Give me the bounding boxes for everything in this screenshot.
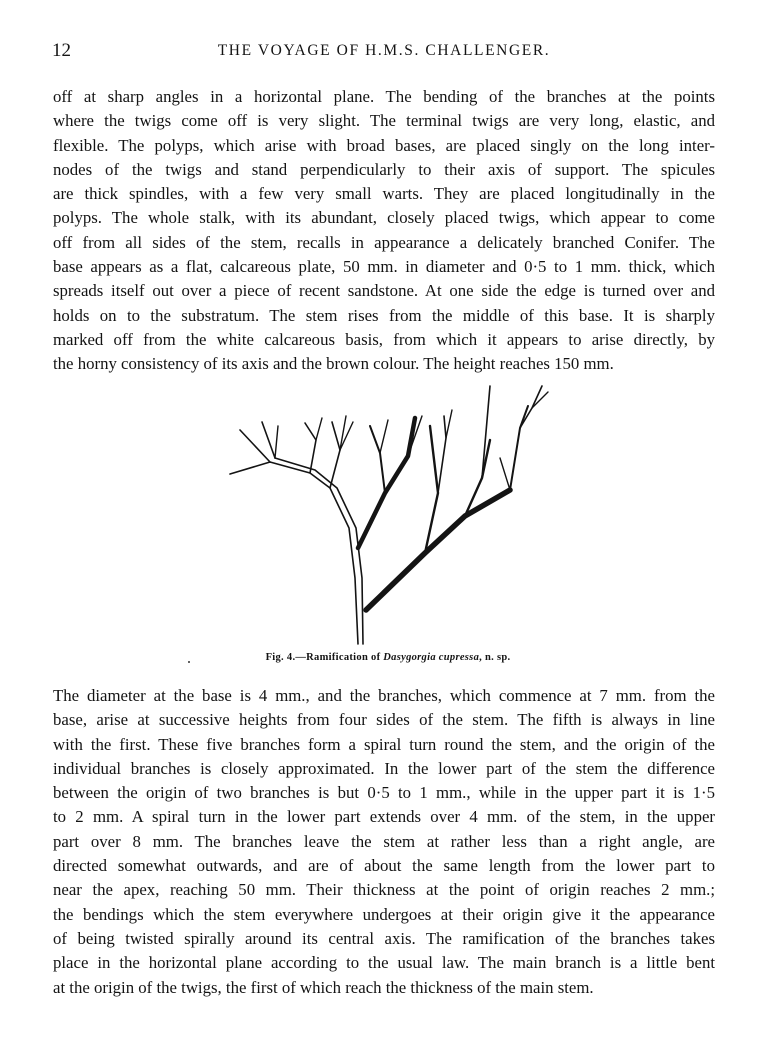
text-line: where the twigs come off is very slight. The terminal twigs are very long, elastic, and <box>53 111 715 131</box>
body-paragraph-top <box>53 85 715 377</box>
text-line: individual branches is closely approximated. In the lower part of the stem the difference <box>53 758 715 778</box>
branch-2-twig-h <box>532 392 548 408</box>
text-line: base, arise at successive heights from four sides of the stem. The fifth is always in line <box>53 710 715 730</box>
text-line: at the origin of the twigs, the first of which reach the thickness of the main stem. <box>53 977 594 997</box>
text-line: flexible. The polyps, which arise with broad bases, are placed singly on the long inter- <box>53 135 715 155</box>
caption-suffix: , n. sp. <box>479 652 511 663</box>
text-line: are thick spindles, with a few very small warts. They are placed longitudinally in the <box>53 184 715 204</box>
branch-1 <box>358 418 415 548</box>
branch-1-twig-b <box>380 420 388 453</box>
text-line: base appears as a flat, calcareous plate, 50 mm. in diameter and 0·5 to 1 mm. thick, which <box>53 257 715 277</box>
body-paragraph-bottom <box>53 684 715 1000</box>
text-line: nodes of the twigs and stand perpendicularly to their axis of support. The spicules <box>53 159 715 179</box>
page-header <box>52 40 716 70</box>
caption-species: Dasygorgia cupressa <box>383 652 480 663</box>
text-line: of being twisted spirally around its central axis. The ramification of the branches takes <box>53 928 715 948</box>
figure-ramification-diagram <box>220 378 560 648</box>
main-stem-right-edge <box>275 458 363 644</box>
branch-2-twig-i <box>500 458 510 490</box>
text-line: between the origin of two branches is but 0·5 to 1 mm., while in the upper part it is 1·5 <box>53 783 715 803</box>
branch-2-twig-b <box>438 416 446 493</box>
text-line: off from all sides of the stem, recalls in appearance a delicately branched Conifer. The <box>53 232 715 252</box>
text-line: near the apex, reaching 50 mm. Their thickness at the point of origin reaches 2 mm.; <box>53 880 715 900</box>
text-line: to 2 mm. A spiral turn in the lower part extends over 4 mm. of the stem, in the upper <box>53 807 715 827</box>
text-line: part over 8 mm. The branches leave the stem at rather less than a right angle, are <box>53 831 715 851</box>
branch-2-twig-c <box>446 410 452 438</box>
twig-left-4 <box>305 423 316 473</box>
text-line: place in the horizontal plane according to the usual law. The main branch is a little bent <box>53 953 715 973</box>
main-stem-left-edge <box>230 462 358 644</box>
caption-prefix: Fig. 4.—Ramification of <box>265 652 384 663</box>
text-line: The diameter at the base is 4 mm., and the branches, which commence at 7 mm. from the <box>53 686 715 705</box>
text-line: holds on to the substratum. The stem rises from the middle of this base. It is sharply <box>53 305 715 325</box>
text-line: spreads itself out over a piece of recent sandstone. At one side the edge is turned over and <box>53 281 715 301</box>
page-number: 12 <box>52 40 71 61</box>
text-line: marked off from the white calcareous basis, from which it appears to arise directly, by <box>53 329 715 349</box>
branch-1-twig-a <box>370 426 385 493</box>
text-line: the horny consistency of its axis and the brown colour. The height reaches 150 mm. <box>53 354 614 374</box>
twig-left-2 <box>262 422 275 458</box>
running-head: THE VOYAGE OF H.M.S. CHALLENGER. <box>217 42 551 59</box>
twig-left-3 <box>275 426 278 458</box>
text-line: with the first. These five branches form a spiral turn round the stem, and the origin of the <box>53 734 715 754</box>
text-line: polyps. The whole stalk, with its abundant, closely placed twigs, which appear to come <box>53 208 715 228</box>
branch-2-twig-a <box>425 426 438 553</box>
text-line: the bendings which the stem everywhere undergoes at their origin give it the appearance <box>53 904 715 924</box>
twig-left-5 <box>316 418 322 440</box>
figure-caption <box>0 652 776 663</box>
print-speck <box>188 661 190 663</box>
branch-2-twig-g <box>520 386 542 428</box>
twig-left-1 <box>240 430 270 462</box>
twig-left-6 <box>330 422 340 488</box>
branch-2 <box>366 490 510 610</box>
text-line: directed somewhat outwards, and are of about the same length from the lower part to <box>53 856 715 876</box>
text-line: off at sharp angles in a horizontal plane. The bending of the branches at the points <box>53 87 715 106</box>
